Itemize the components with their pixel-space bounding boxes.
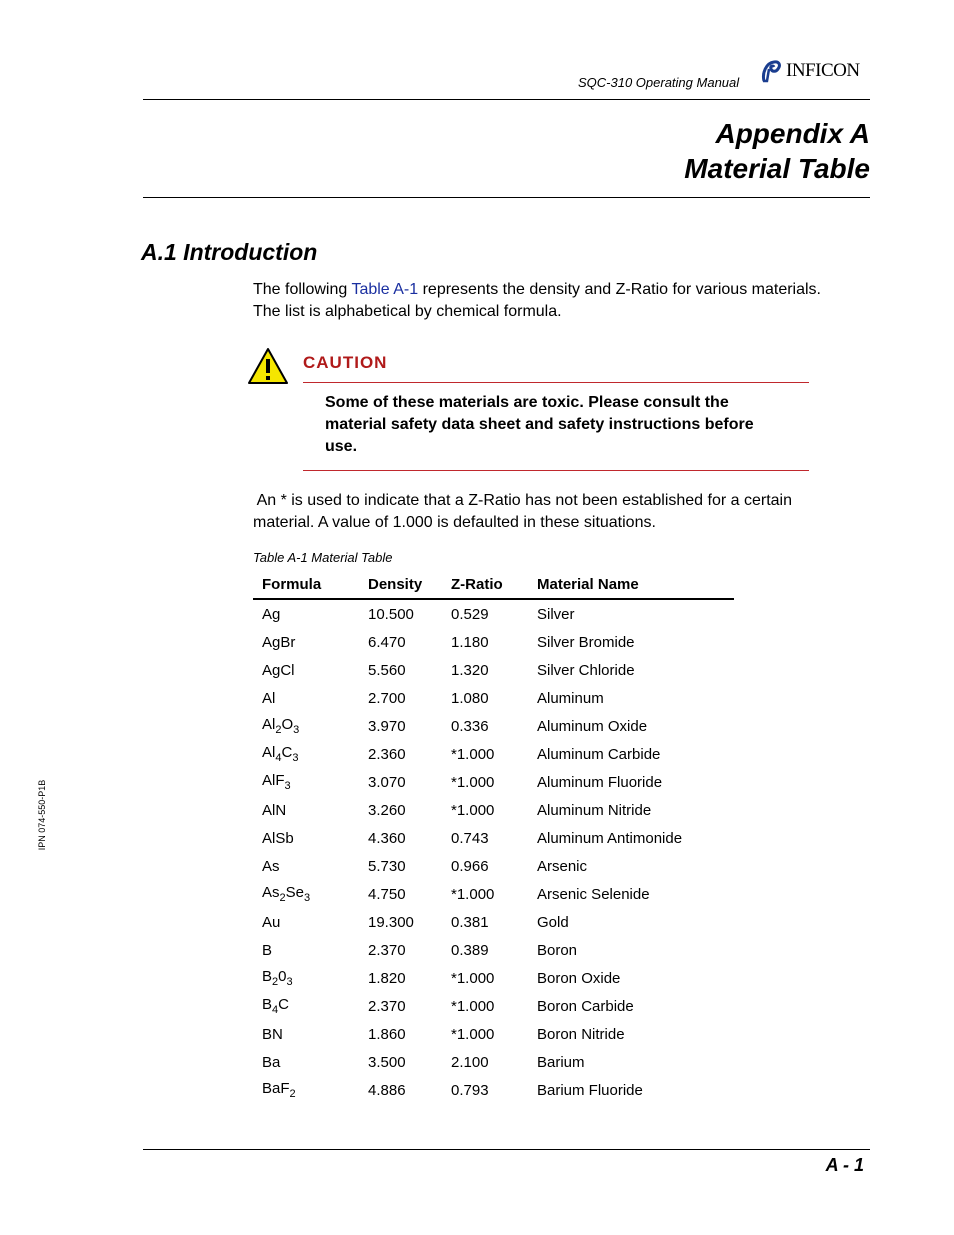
intro-text-end: represents the density and Z-Ratio for various materials. bbox=[418, 281, 821, 298]
table-row bbox=[253, 936, 734, 964]
caution-label: CAUTION bbox=[303, 353, 388, 372]
table-row bbox=[253, 1076, 734, 1104]
cell-density: 4.886 bbox=[368, 1081, 406, 1099]
table-row bbox=[253, 656, 734, 684]
cell-material-name: Arsenic bbox=[537, 857, 588, 875]
header-rule bbox=[143, 99, 870, 100]
cell-material-name: Silver Chloride bbox=[537, 661, 635, 679]
material-table bbox=[253, 570, 734, 1104]
formula-subscript: 2 bbox=[279, 892, 286, 904]
cell-material-name: Barium Fluoride bbox=[537, 1081, 643, 1099]
cell-formula bbox=[253, 796, 359, 824]
formula-text: AlN bbox=[262, 801, 287, 819]
formula-subscript: 3 bbox=[292, 752, 299, 764]
formula-text: AlF bbox=[262, 772, 285, 789]
table-row bbox=[253, 908, 734, 936]
cell-material-name: Aluminum Oxide bbox=[537, 717, 648, 735]
cell-density: 2.370 bbox=[368, 997, 406, 1015]
formula-text: B bbox=[262, 996, 273, 1013]
cell-formula bbox=[253, 1020, 359, 1048]
cell-zratio: *1.000 bbox=[451, 801, 495, 819]
cell-material-name: Aluminum bbox=[537, 689, 604, 707]
formula-text: B bbox=[262, 941, 273, 959]
cell-density: 4.750 bbox=[368, 885, 406, 903]
formula-text: Al bbox=[262, 744, 276, 761]
formula-text: AgCl bbox=[262, 661, 295, 679]
table-row bbox=[253, 599, 734, 628]
cell-formula bbox=[253, 656, 359, 684]
formula-text: Ba bbox=[262, 1053, 281, 1071]
cell-material-name: Aluminum Fluoride bbox=[537, 773, 663, 791]
cell-material-name: Boron Nitride bbox=[537, 1025, 625, 1043]
cell-formula bbox=[253, 740, 359, 768]
cell-density: 5.730 bbox=[368, 857, 406, 875]
formula-text: C bbox=[281, 744, 293, 761]
cell-density: 3.260 bbox=[368, 801, 406, 819]
formula-text: As bbox=[262, 884, 280, 901]
table-row bbox=[253, 880, 734, 908]
header-formula: Formula bbox=[253, 570, 359, 599]
cell-formula bbox=[253, 712, 359, 740]
note-line: material. A value of 1.000 is defaulted in these situations. bbox=[253, 514, 656, 531]
caution-line: material safety data sheet and safety instructions before bbox=[325, 416, 754, 433]
table-row bbox=[253, 768, 734, 796]
formula-text: BaF bbox=[262, 1080, 290, 1097]
formula-subscript: 3 bbox=[304, 892, 311, 904]
cell-zratio: *1.000 bbox=[451, 969, 495, 987]
table-row bbox=[253, 1020, 734, 1048]
table-row bbox=[253, 992, 734, 1020]
cell-material-name: Aluminum Antimonide bbox=[537, 829, 683, 847]
table-link[interactable]: Table A-1 bbox=[351, 281, 419, 298]
cell-formula bbox=[253, 684, 359, 712]
formula-text: AlSb bbox=[262, 829, 294, 847]
formula-subscript: 2 bbox=[289, 1088, 296, 1100]
cell-formula bbox=[253, 628, 359, 656]
cell-zratio: 1.320 bbox=[451, 661, 489, 679]
cell-density: 3.500 bbox=[368, 1053, 406, 1071]
header-density: Density bbox=[359, 570, 442, 599]
cell-density: 2.370 bbox=[368, 941, 406, 959]
intro-text-line2: The list is alphabetical by chemical formula. bbox=[253, 303, 562, 320]
formula-text: Ag bbox=[262, 605, 281, 623]
cell-density: 3.070 bbox=[368, 773, 406, 791]
table-body bbox=[253, 599, 734, 1104]
cell-density: 1.820 bbox=[368, 969, 406, 987]
caution-top-rule bbox=[303, 382, 809, 383]
cell-density: 19.300 bbox=[368, 913, 414, 931]
cell-formula bbox=[253, 880, 359, 908]
formula-subscript: 3 bbox=[284, 780, 291, 792]
table-header-row bbox=[253, 570, 734, 599]
cell-density: 2.360 bbox=[368, 745, 406, 763]
cell-material-name: Aluminum Nitride bbox=[537, 801, 652, 819]
table-row bbox=[253, 712, 734, 740]
formula-text: As bbox=[262, 857, 280, 875]
cell-formula bbox=[253, 1076, 359, 1104]
cell-zratio: 0.381 bbox=[451, 913, 489, 931]
table-row bbox=[253, 684, 734, 712]
cell-density: 4.360 bbox=[368, 829, 406, 847]
formula-subscript: 3 bbox=[286, 976, 293, 988]
cell-zratio: 0.793 bbox=[451, 1081, 489, 1099]
appendix-title: Appendix A bbox=[715, 118, 870, 149]
table-row bbox=[253, 824, 734, 852]
cell-zratio: 0.966 bbox=[451, 857, 489, 875]
cell-formula bbox=[253, 852, 359, 880]
formula-subscript: 4 bbox=[272, 1004, 279, 1016]
caution-message bbox=[325, 392, 805, 458]
table-row bbox=[253, 852, 734, 880]
cell-formula bbox=[253, 964, 359, 992]
cell-zratio: *1.000 bbox=[451, 885, 495, 903]
formula-text: AgBr bbox=[262, 633, 296, 651]
cell-zratio: 0.336 bbox=[451, 717, 489, 735]
header-material-name: Material Name bbox=[528, 570, 734, 599]
table-row bbox=[253, 1048, 734, 1076]
formula-text: 0 bbox=[278, 968, 287, 985]
formula-text: Au bbox=[262, 913, 281, 931]
cell-formula bbox=[253, 908, 359, 936]
formula-text: C bbox=[278, 996, 289, 1013]
cell-material-name: Silver bbox=[537, 605, 575, 623]
note-line: An * is used to indicate that a Z-Ratio has not been established for a certain bbox=[253, 492, 792, 509]
formula-subscript: 2 bbox=[275, 724, 282, 736]
formula-text: Al bbox=[262, 716, 276, 733]
formula-text: O bbox=[281, 716, 294, 733]
cell-formula bbox=[253, 599, 359, 628]
caution-bottom-rule bbox=[303, 470, 809, 471]
cell-zratio: 0.389 bbox=[451, 941, 489, 959]
cell-material-name: Aluminum Carbide bbox=[537, 745, 661, 763]
header-zratio: Z-Ratio bbox=[442, 570, 528, 599]
cell-material-name: Boron Oxide bbox=[537, 969, 621, 987]
cell-material-name: Silver Bromide bbox=[537, 633, 635, 651]
section-heading: A.1 Introduction bbox=[141, 239, 318, 265]
table-row bbox=[253, 628, 734, 656]
inficon-logo-icon bbox=[760, 59, 782, 83]
table-row bbox=[253, 740, 734, 768]
inficon-logo bbox=[760, 58, 860, 84]
cell-density: 6.470 bbox=[368, 633, 406, 651]
formula-subscript: 3 bbox=[293, 724, 300, 736]
intro-paragraph bbox=[253, 279, 821, 323]
warning-triangle-icon bbox=[247, 347, 289, 390]
formula-text: Al bbox=[262, 689, 276, 707]
cell-material-name: Barium bbox=[537, 1053, 585, 1071]
formula-subscript: 4 bbox=[275, 752, 282, 764]
table-caption: Table A-1 Material Table bbox=[253, 550, 393, 565]
formula-text: Se bbox=[285, 884, 304, 901]
cell-formula bbox=[253, 768, 359, 796]
cell-zratio: *1.000 bbox=[451, 745, 495, 763]
formula-text: BN bbox=[262, 1025, 283, 1043]
title-rule bbox=[143, 197, 870, 198]
cell-zratio: *1.000 bbox=[451, 773, 495, 791]
caution-line: Some of these materials are toxic. Please consult the bbox=[325, 394, 729, 411]
cell-formula bbox=[253, 992, 359, 1020]
cell-material-name: Boron Carbide bbox=[537, 997, 634, 1015]
cell-formula bbox=[253, 1048, 359, 1076]
cell-density: 5.560 bbox=[368, 661, 406, 679]
document-title: SQC-310 Operating Manual bbox=[578, 75, 740, 90]
cell-density: 3.970 bbox=[368, 717, 406, 735]
table-row bbox=[253, 796, 734, 824]
cell-zratio: *1.000 bbox=[451, 997, 495, 1015]
cell-zratio: 0.743 bbox=[451, 829, 489, 847]
intro-text-start: The following bbox=[253, 281, 352, 298]
cell-zratio: 0.529 bbox=[451, 605, 489, 623]
caution-line: use. bbox=[325, 438, 358, 455]
cell-density: 10.500 bbox=[368, 605, 414, 623]
cell-formula bbox=[253, 936, 359, 964]
cell-zratio: *1.000 bbox=[451, 1025, 495, 1043]
cell-material-name: Gold bbox=[537, 913, 569, 931]
ipn-label: IPN 074-550-P1B bbox=[37, 779, 47, 851]
cell-zratio: 2.100 bbox=[451, 1053, 489, 1071]
formula-subscript: 2 bbox=[272, 976, 279, 988]
logo-text: INFICON bbox=[786, 60, 860, 81]
cell-formula bbox=[253, 824, 359, 852]
cell-material-name: Boron bbox=[537, 941, 578, 959]
footer-rule bbox=[143, 1149, 870, 1150]
cell-density: 1.860 bbox=[368, 1025, 406, 1043]
cell-density: 2.700 bbox=[368, 689, 406, 707]
note-paragraph bbox=[253, 490, 792, 534]
cell-zratio: 1.180 bbox=[451, 633, 489, 651]
cell-zratio: 1.080 bbox=[451, 689, 489, 707]
table-row bbox=[253, 964, 734, 992]
formula-text: B bbox=[262, 968, 273, 985]
page-number: A - 1 bbox=[825, 1155, 864, 1175]
cell-material-name: Arsenic Selenide bbox=[537, 885, 650, 903]
appendix-subtitle: Material Table bbox=[684, 153, 870, 184]
